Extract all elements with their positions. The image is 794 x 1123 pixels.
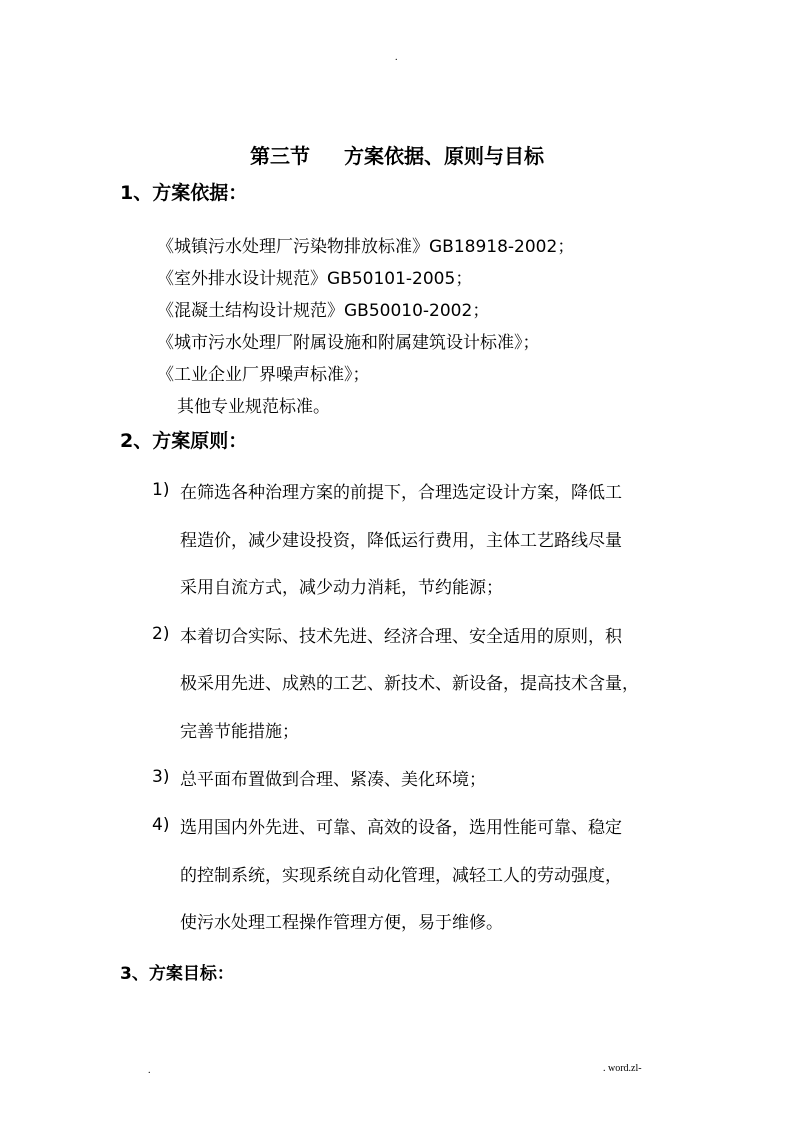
principle-number: 4) xyxy=(152,815,170,835)
basis-item: 《城市污水处理厂附属设施和附属建筑设计标准》； xyxy=(157,333,540,353)
basis-item: 其他专业规范标准。 xyxy=(177,397,330,417)
section1-heading: 1、方案依据： xyxy=(120,182,248,204)
principle-line: 完善节能措施； xyxy=(180,722,299,742)
header-mark: . xyxy=(395,52,398,63)
footer-left-mark: . xyxy=(148,1065,151,1076)
page-title xyxy=(0,140,794,169)
basis-item: 《混凝土结构设计规范》GB50010-2002； xyxy=(157,301,490,321)
principle-line: 程造价，减少建设投资，降低运行费用，主体工艺路线尽量 xyxy=(180,531,622,551)
principle-line: 的控制系统，实现系统自动化管理，减轻工人的劳动强度， xyxy=(180,866,622,886)
principle-number: 2) xyxy=(152,624,170,644)
title-section-number: 第三节 xyxy=(250,144,310,168)
title-text: 方案依据、原则与目标 xyxy=(344,144,544,168)
footer-right-mark: . word.zl- xyxy=(603,1063,642,1074)
principle-line: 总平面布置做到合理、紧凑、美化环境； xyxy=(180,770,486,790)
section3-heading: 3、方案目标： xyxy=(120,964,234,984)
principle-line: 采用自流方式，减少动力消耗，节约能源； xyxy=(180,578,503,598)
principle-number: 3) xyxy=(152,767,170,787)
section2-heading: 2、方案原则： xyxy=(120,430,248,452)
basis-item: 《城镇污水处理厂污染物排放标准》GB18918-2002； xyxy=(157,237,575,257)
basis-item: 《工业企业厂界噪声标准》； xyxy=(157,365,370,385)
principle-number: 1) xyxy=(152,480,170,500)
basis-item: 《室外排水设计规范》GB50101-2005； xyxy=(157,269,473,289)
principle-line: 在筛选各种治理方案的前提下，合理选定设计方案，降低工 xyxy=(180,483,622,503)
principle-line: 极采用先进、成熟的工艺、新技术、新设备，提高技术含量， xyxy=(180,674,639,694)
principle-line: 选用国内外先进、可靠、高效的设备，选用性能可靠、稳定 xyxy=(180,818,622,838)
principle-line: 本着切合实际、技术先进、经济合理、安全适用的原则，积 xyxy=(180,627,622,647)
principle-line: 使污水处理工程操作管理方便，易于维修。 xyxy=(180,913,503,933)
